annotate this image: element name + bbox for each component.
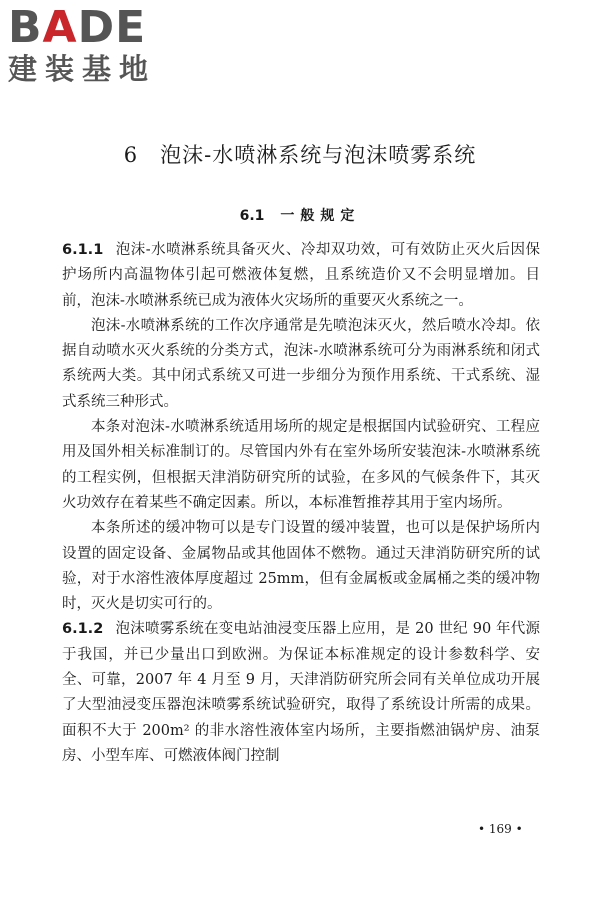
section-heading — [0, 205, 600, 227]
chapter-title: 泡沫-水喷淋系统与泡沫喷雾系统 — [160, 143, 477, 167]
paragraph-applicable-sites: 本条对泡沫-水喷淋系统适用场所的规定是根据国内试验研究、工程应用及国外相关标准制订的。尽管国内外有在室外场所安装泡沫-水喷淋系统的工程实例，但根据天津消防研究所的试验，在多风的气候条件下，其灭火功效存在着某些不确定因素。所以，本标准暂推荐其用于室内场所。 — [62, 419, 540, 511]
paragraph-text: 泡沫-水喷淋系统具备灭火、冷却双功效，可有效防止灭火后因保护场所内高温物体引起可燃液体复燃，且系统造价又不会明显增加。目前，泡沫-水喷淋系统已成为液体火灾场所的重要灭火系统之一。 — [62, 242, 540, 309]
section-number: 6.1 — [239, 208, 265, 224]
logo-letter-accent: A — [42, 2, 78, 53]
section-title: 一般规定 — [280, 208, 361, 224]
paragraph-work-sequence: 泡沫-水喷淋系统的工作次序通常是先喷泡沫灭火，然后喷水冷却。依据自动喷水灭火系统的分类方式，泡沫-水喷淋系统可分为雨淋系统和闭式系统两大类。其中闭式系统又可进一步细分为预作用系统、干式系统、湿式系统三种形式。 — [62, 317, 540, 410]
paragraph-6-1-2 — [62, 617, 540, 769]
paragraph-6-1-1 — [62, 238, 540, 314]
clause-number: 6.1.2 — [62, 621, 104, 638]
bade-logo — [8, 4, 176, 86]
logo-subtitle: 建装基地 — [8, 52, 157, 86]
logo-wordmark — [8, 4, 176, 52]
paragraph-buffer-objects: 本条所述的缓冲物可以是专门设置的缓冲装置，也可以是保护场所内设置的固定设备、金属物品或其他固体不燃物。通过天津消防研究所的试验，对于水溶性液体厚度超过 25mm，但有金属板或金属桶之类的缓冲物时，灭火是切实可行的。 — [62, 520, 540, 613]
logo-letters-start: B — [8, 2, 43, 53]
page-number: • 169 • — [478, 822, 523, 836]
chapter-heading — [0, 140, 600, 170]
clause-number: 6.1.1 — [62, 242, 104, 258]
logo-letters-end: DE — [77, 2, 147, 53]
chapter-number: 6 — [123, 143, 139, 167]
body-text — [62, 238, 540, 769]
paragraph-text: 泡沫喷雾系统在变电站油浸变压器上应用，是 20 世纪 90 年代源于我国，并已少量出口到欧洲。为保证本标准规定的设计参数科学、安全、可靠，2007 年 4 月至 9 月，天津消防研究所会同有关单位成功开展了大型油浸变压器泡沫喷雾系统试验研究，取得了系统设计所需的成果。面积不大于 200m² 的非水溶性液体室内场所，主要指燃油锅炉房、油泵房、小型车库、可燃液体阀门控制 — [62, 621, 540, 764]
